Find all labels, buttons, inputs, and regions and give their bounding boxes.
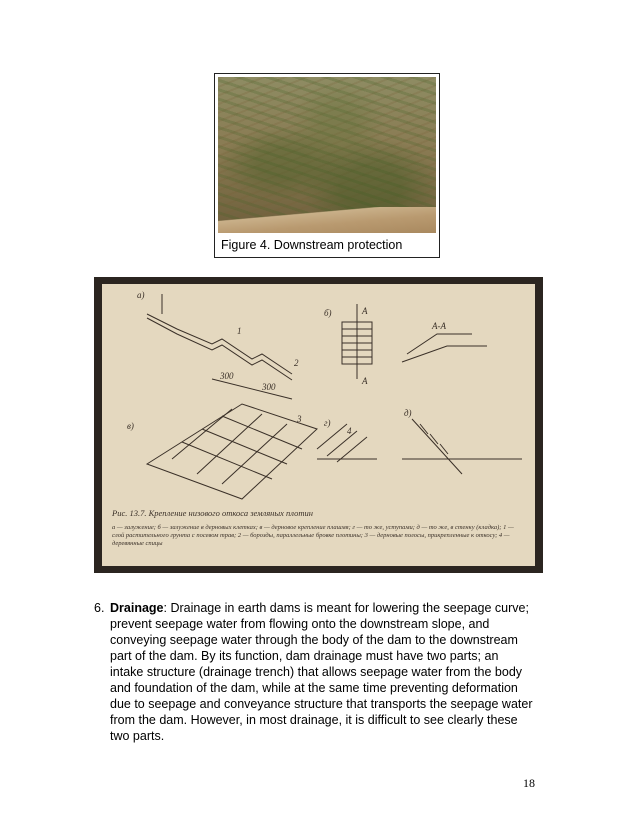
drainage-paragraph [94, 600, 534, 744]
label-dim-2: 300 [262, 382, 276, 392]
label-v: в) [127, 421, 134, 431]
label-section-aa: А-А [432, 321, 446, 331]
scan-caption-body: а — залужение; б — залужение в дерновых клетках; в — дерновое крепление плашмя; г — то же, уступами; д — то же, в стенку (кладка); 1 — слой растительного грунта с посевом трав; 2 — борозды, параллельные бровке плотины; 3 — дерновые полосы, прикрепленные к откосу; 4 — деревянные спицы [112, 524, 514, 547]
page-number: 18 [523, 776, 535, 790]
scan-caption-title: Рис. 13.7. Крепление низового откоса земляных плотин [112, 508, 313, 518]
figure-4 [214, 73, 440, 258]
drainage-text: : Drainage in earth dams is meant for lowering the seepage curve; prevent seepage water from flowing onto the downstream slope, and conveying seepage water through the body of the dam to the downstream part of the dam. By its function, dam drainage must have two parts; an intake structure (drainage trench) that allows seepage water from the body and foundation of the dam, while at the same time preventing deformation due to seepage and conveyance structure that transports the seepage water from the dam. However, in most drainage, it is difficult to see clearly these two parts. [110, 601, 533, 743]
figure-13-7-scan [94, 277, 543, 573]
label-a: а) [137, 290, 145, 300]
slope-edge [218, 207, 436, 233]
drawing-g-steps [317, 424, 367, 462]
figure-4-caption: Figure 4. Downstream protection [221, 238, 403, 252]
drainage-body [110, 600, 534, 744]
label-section-a-top: А [362, 306, 368, 316]
label-d: д) [404, 408, 412, 418]
drawing-d-blocks [420, 424, 448, 454]
label-num-2: 2 [294, 358, 299, 368]
label-num-3: 3 [297, 414, 302, 424]
label-g: г) [324, 418, 331, 428]
label-num-1: 1 [237, 326, 242, 336]
list-number: 6. [94, 601, 105, 615]
label-num-4: 4 [347, 426, 352, 436]
drawing-v-outline [147, 404, 317, 499]
label-dim-1: 300 [220, 371, 234, 381]
label-b: б) [324, 308, 332, 318]
downstream-slope-photo [218, 77, 436, 233]
drawing-v-grid [172, 409, 302, 484]
drawing-d-wall [402, 419, 522, 474]
label-section-a-bottom: А [362, 376, 368, 386]
drainage-term: Drainage [110, 601, 164, 615]
drawing-a-dimline [212, 379, 292, 399]
scan-paper [102, 284, 535, 566]
drawing-aa-section [402, 334, 487, 362]
